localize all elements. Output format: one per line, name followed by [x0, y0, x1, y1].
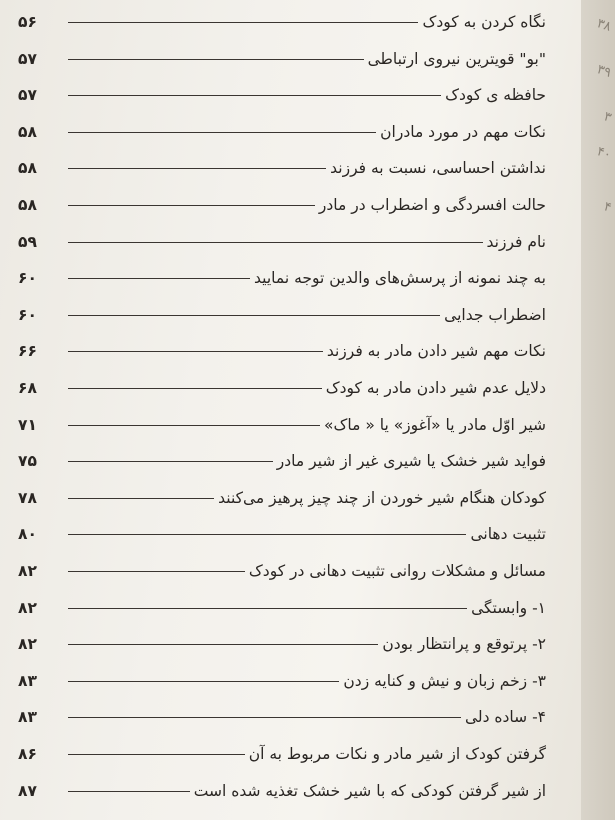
- toc-leader-line: [68, 242, 483, 243]
- toc-entry-title: حالت افسردگی و اضطراب در مادر: [318, 196, 546, 214]
- toc-entry-title: نام فرزند: [486, 232, 546, 251]
- toc-leader-line: [68, 791, 190, 792]
- toc-leader-line: [68, 168, 326, 169]
- toc-page-number: ۵۸: [18, 159, 37, 178]
- margin-number: ۳۹: [595, 62, 613, 81]
- toc-entry: [18, 4, 546, 32]
- toc-leader-line: [68, 754, 245, 755]
- toc-entry: [18, 370, 546, 398]
- toc-entry-title: ۱- وابستگی: [471, 598, 546, 617]
- toc-leader-line: [68, 681, 339, 682]
- toc-page-number: ۶۶: [18, 342, 37, 361]
- toc-leader-line: [68, 534, 466, 535]
- toc-entry: [18, 516, 546, 544]
- toc-entry-title: اضطراب جدایی: [444, 305, 546, 324]
- toc-page-number: ۸۲: [18, 635, 37, 654]
- margin-number: ۴۰: [595, 144, 613, 163]
- toc-leader-line: [68, 425, 320, 426]
- toc-page-number: ۵۹: [18, 232, 37, 251]
- toc-page-number: ۸۳: [18, 671, 37, 690]
- toc-leader-line: [68, 498, 214, 499]
- toc-entry-title: از شیر گرفتن کودکی که با شیر خشک تغذیه شده است: [193, 781, 546, 800]
- toc-entry: [18, 590, 546, 618]
- toc-entry-title: مسائل و مشکلات روانی تثبیت دهانی در کودک: [248, 562, 546, 580]
- toc-page-number: ۷۵: [18, 452, 37, 471]
- toc-leader-line: [68, 351, 323, 352]
- toc-entry: [18, 333, 546, 361]
- toc-leader-line: [68, 95, 441, 96]
- toc-leader-line: [68, 388, 322, 389]
- toc-leader-line: [68, 205, 315, 206]
- toc-entry: [18, 114, 546, 142]
- toc-entry-title: تثبیت دهانی: [470, 525, 546, 544]
- toc-page-number: ۸۶: [18, 745, 37, 763]
- margin-number: ۴: [601, 199, 614, 216]
- toc-leader-line: [68, 608, 467, 609]
- toc-leader-line: [68, 315, 440, 316]
- toc-entry-title: فواید شیر خشک یا شیری غیر از شیر مادر: [276, 452, 546, 471]
- toc-entry: [18, 187, 546, 215]
- toc-entry-title: گرفتن کودک از شیر مادر و نکات مربوط به آن: [248, 745, 546, 763]
- toc-entry: [18, 773, 546, 801]
- toc-leader-line: [68, 644, 378, 645]
- toc-entry: [18, 443, 546, 471]
- toc-entry: [18, 736, 546, 764]
- margin-number: ۳۸: [595, 16, 613, 35]
- toc-page-number: ۸۲: [18, 562, 37, 580]
- toc-leader-line: [68, 132, 376, 133]
- toc-page-number: ۵۷: [18, 86, 37, 105]
- toc-entry: [18, 41, 546, 69]
- toc-leader-line: [68, 571, 245, 572]
- toc-page-number: ۸۲: [18, 598, 37, 617]
- toc-entry: [18, 297, 546, 325]
- toc-entry: [18, 663, 546, 691]
- toc-entry-title: ۴- ساده دلی: [464, 708, 546, 727]
- toc-leader-line: [68, 22, 418, 23]
- toc-entry-title: نگاه کردن به کودک: [422, 13, 546, 31]
- toc-entry: [18, 553, 546, 581]
- toc-page-number: ۵۷: [18, 49, 37, 68]
- margin-number: ۳: [601, 109, 614, 126]
- toc-leader-line: [68, 461, 273, 462]
- toc-entry-title: نداشتن احساسی، نسبت به فرزند: [330, 159, 546, 178]
- toc-page-number: ۵۸: [18, 122, 37, 141]
- toc-leader-line: [68, 278, 250, 279]
- toc-entry: [18, 77, 546, 105]
- toc-entry: [18, 150, 546, 178]
- toc-page-number: ۷۸: [18, 488, 37, 507]
- toc-entry-title: کودکان هنگام شیر خوردن از چند چیز پرهیز می‌کنند: [218, 488, 546, 507]
- toc-entry-title: ۲- پرتوقع و پرانتظار بودن: [382, 635, 546, 654]
- toc-page-number: ۸۷: [18, 781, 37, 800]
- toc-entry-title: ۳- زخم زبان و نیش و کنایه زدن: [343, 671, 546, 690]
- toc-page-number: ۶۰: [18, 269, 37, 288]
- toc-entry: [18, 699, 546, 727]
- toc-entry-title: حافظه ی کودک: [445, 86, 546, 105]
- toc-entry-title: دلایل عدم شیر دادن مادر به کودک: [325, 379, 546, 397]
- toc-leader-line: [68, 717, 461, 718]
- toc-page-number: ۵۶: [18, 13, 37, 31]
- toc-page-number: ۶۰: [18, 305, 37, 324]
- toc-entry-title: "بو" قویترین نیروی ارتباطی: [367, 49, 546, 68]
- toc-leader-line: [68, 59, 364, 60]
- toc-entry-title: شیر اوّل مادر یا «آغوز» یا « ماک»: [324, 415, 546, 434]
- toc-page-number: ۷۱: [18, 415, 37, 434]
- toc-page-number: ۵۸: [18, 196, 37, 214]
- toc-entry-title: نکات مهم شیر دادن مادر به فرزند: [326, 342, 546, 361]
- toc-entry-title: نکات مهم در مورد مادران: [380, 122, 546, 141]
- toc-entry: [18, 224, 546, 252]
- toc-entry: [18, 407, 546, 435]
- toc-page-number: ۶۸: [18, 379, 37, 397]
- toc-page-number: ۸۳: [18, 708, 37, 727]
- toc-entry: [18, 626, 546, 654]
- toc-entry: [18, 260, 546, 288]
- toc-entry: [18, 480, 546, 508]
- facing-page-edge: [581, 0, 615, 820]
- toc-entry-title: به چند نمونه از پرسش‌های والدین توجه نمایید: [254, 269, 546, 288]
- toc-page-number: ۸۰: [18, 525, 37, 544]
